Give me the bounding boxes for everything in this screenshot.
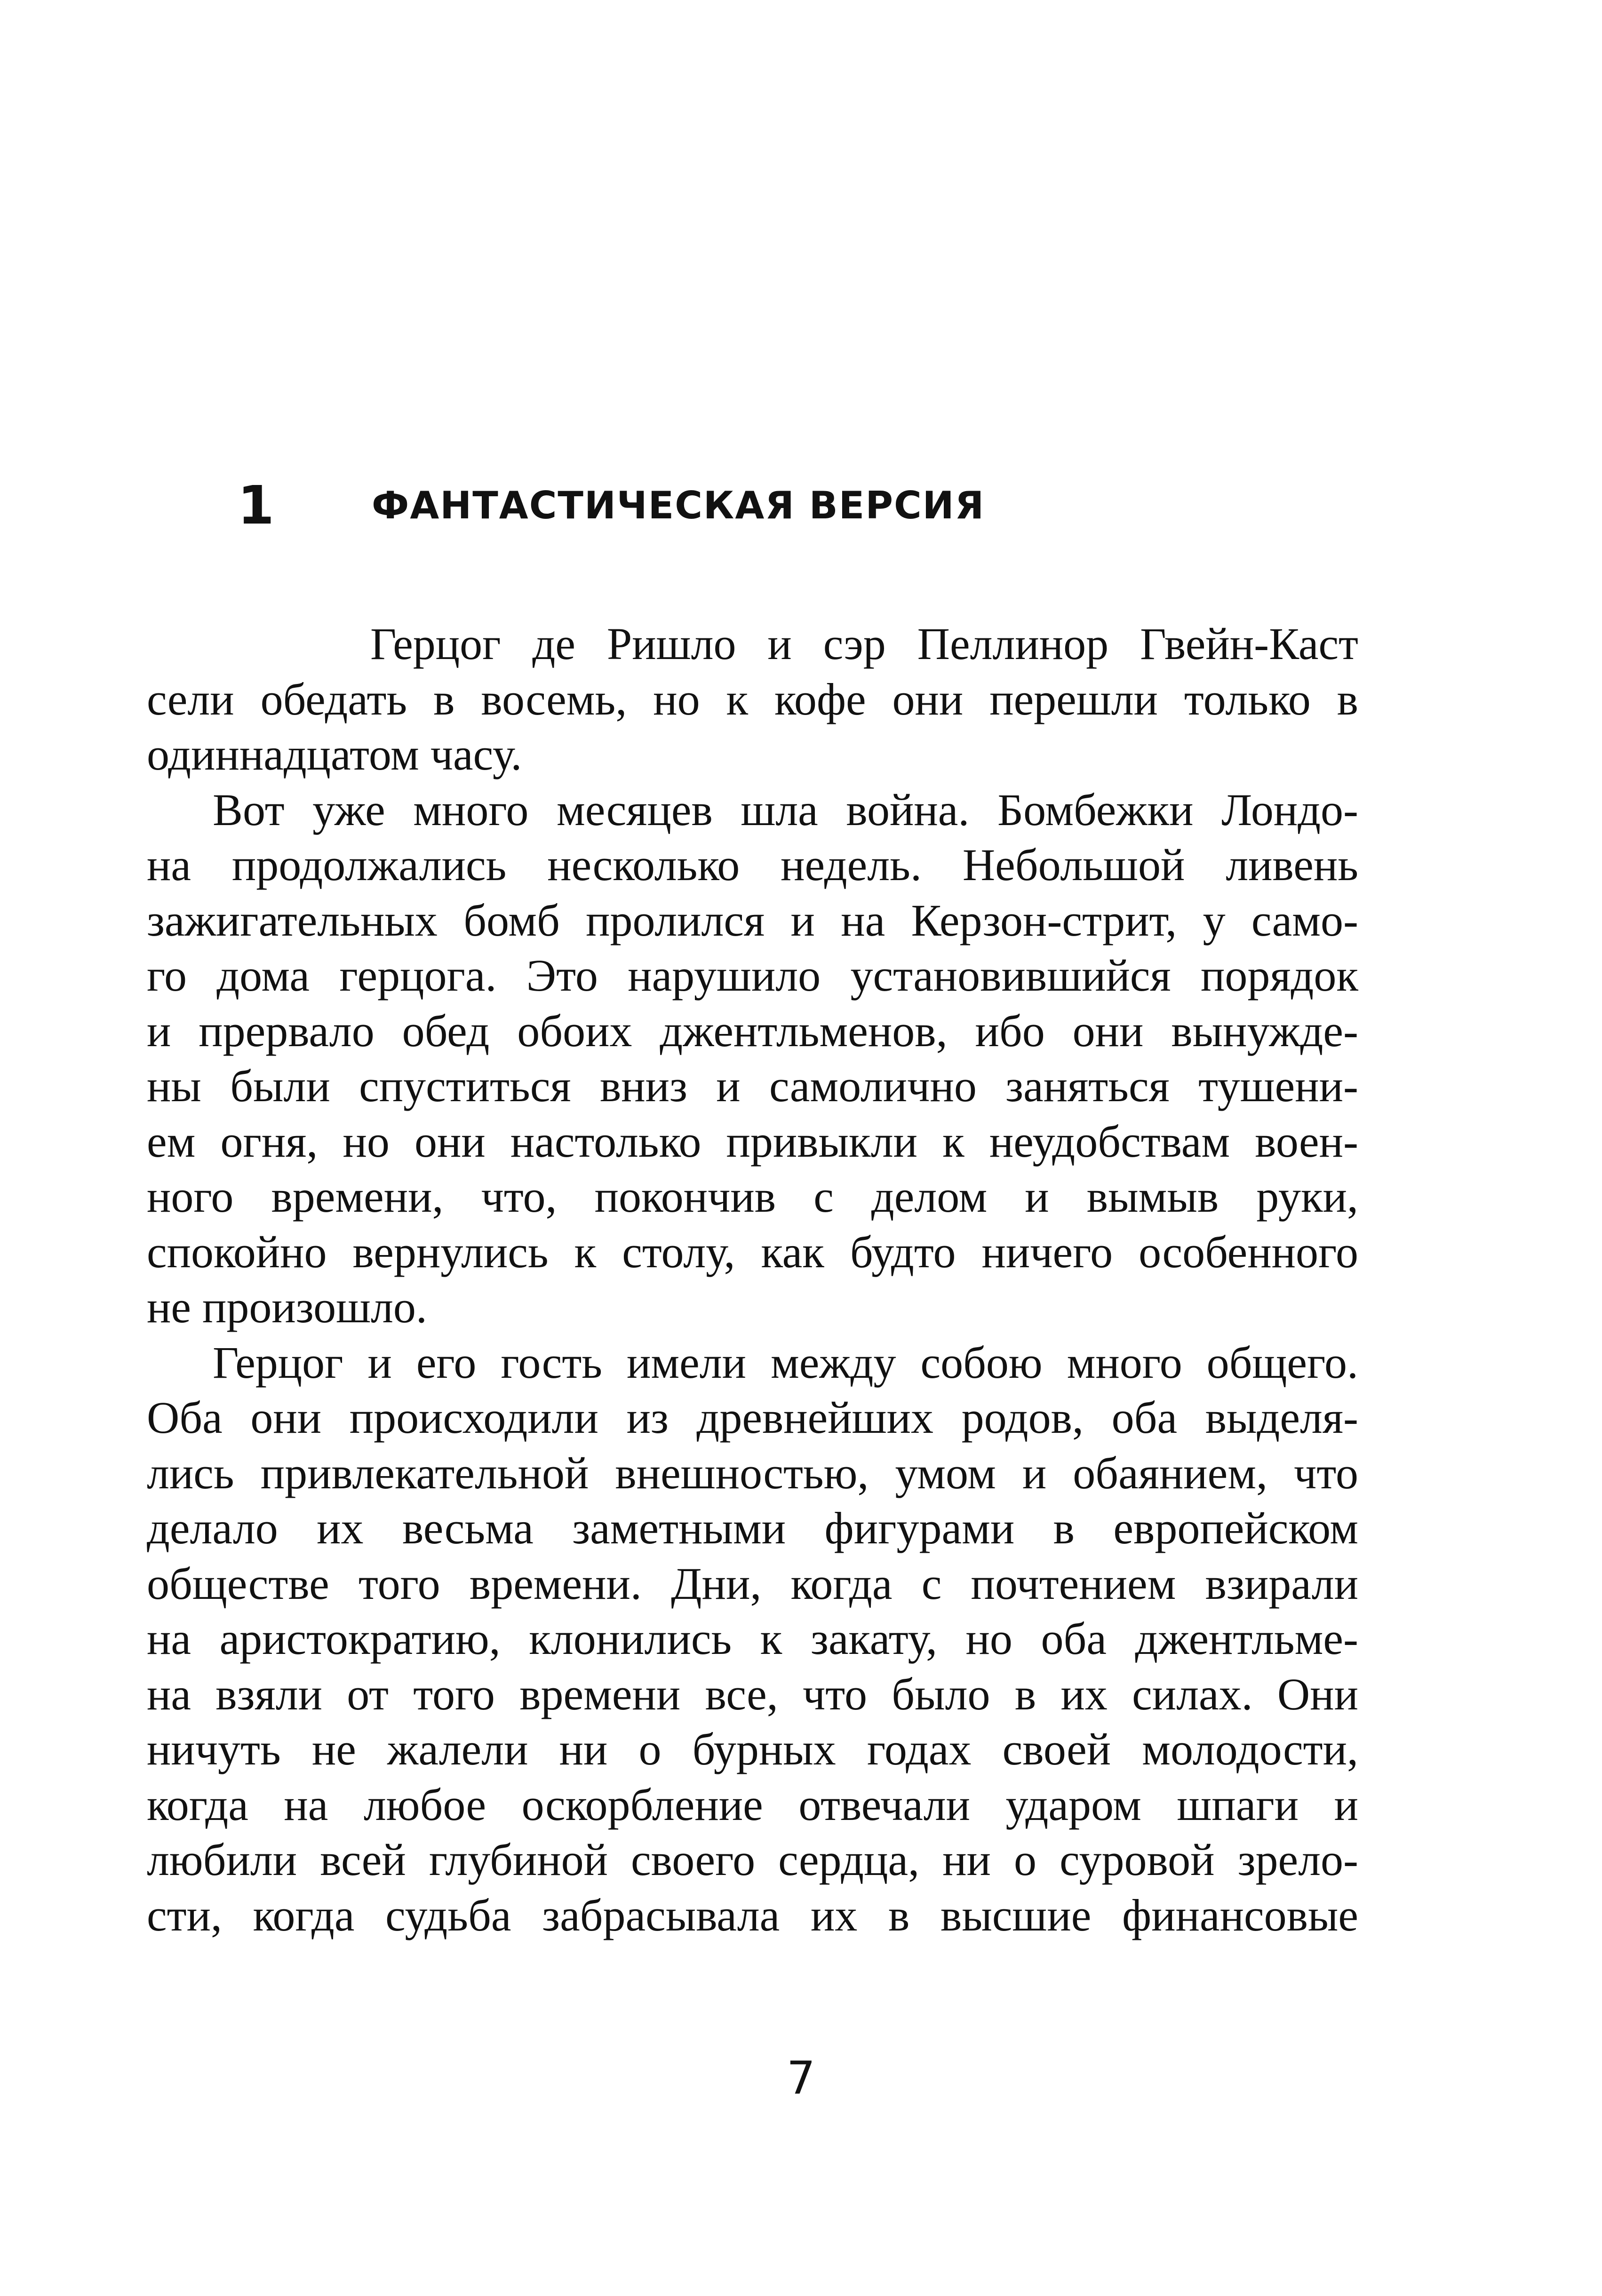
text-line: ного времени, что, покончив с делом и вымыв руки, bbox=[147, 1171, 1358, 1222]
text-line: обществе того времени. Дни, когда с почтением взирали bbox=[147, 1558, 1358, 1609]
text-line: лись привлекательной внешностью, умом и обаянием, что bbox=[147, 1447, 1358, 1498]
text-line: сти, когда судьба забрасывала их в высшие финансовые bbox=[147, 1890, 1358, 1940]
text-line: и прервало обед обоих джентльменов, ибо они вынужде- bbox=[147, 1005, 1358, 1056]
text-line: Оба они происходили из древнейших родов, оба выделя- bbox=[147, 1392, 1358, 1443]
text-line: зажигательных бомб пролился и на Керзон-стрит, у само- bbox=[147, 895, 1358, 945]
text-line: спокойно вернулись к столу, как будто ничего особенного bbox=[147, 1226, 1358, 1277]
page-number: 7 bbox=[786, 2052, 816, 2105]
text-line: одиннадцатом часу. bbox=[147, 729, 522, 779]
text-line: Герцог и его гость имели между собою много общего. bbox=[213, 1337, 1358, 1388]
text-line: не произошло. bbox=[147, 1282, 427, 1332]
text-line: любили всей глубиной своего сердца, ни о суровой зрело- bbox=[147, 1835, 1358, 1885]
text-line: ничуть не жалели ни о бурных годах своей молодости, bbox=[147, 1724, 1358, 1774]
text-line: на аристократию, клонились к закату, но оба джентльме- bbox=[147, 1613, 1358, 1664]
text-line: Вот уже много месяцев шла война. Бомбежки Лондо- bbox=[213, 784, 1358, 835]
chapter-heading bbox=[238, 473, 985, 539]
text-line: на продолжались несколько недель. Небольшой ливень bbox=[147, 840, 1358, 890]
body-text bbox=[147, 616, 1358, 1943]
chapter-number: 1 bbox=[238, 475, 274, 536]
chapter-title: ФАНТАСТИЧЕСКАЯ ВЕРСИЯ bbox=[372, 484, 985, 527]
text-line: Герцог де Ришло и сэр Пеллинор Гвейн-Каст bbox=[370, 619, 1358, 669]
text-line: ны были спуститься вниз и самолично заняться тушени- bbox=[147, 1061, 1358, 1111]
text-line: когда на любое оскорбление отвечали ударом шпаги и bbox=[147, 1779, 1358, 1830]
text-line: го дома герцога. Это нарушило установившийся порядок bbox=[147, 950, 1358, 1001]
text-line: сели обедать в восемь, но к кофе они перешли только в bbox=[147, 674, 1358, 724]
text-line: делало их весьма заметными фигурами в европейском bbox=[147, 1503, 1358, 1553]
text-line: на взяли от того времени все, что было в их силах. Они bbox=[147, 1668, 1358, 1719]
text-line: ем огня, но они настолько привыкли к неудобствам воен- bbox=[147, 1116, 1358, 1167]
